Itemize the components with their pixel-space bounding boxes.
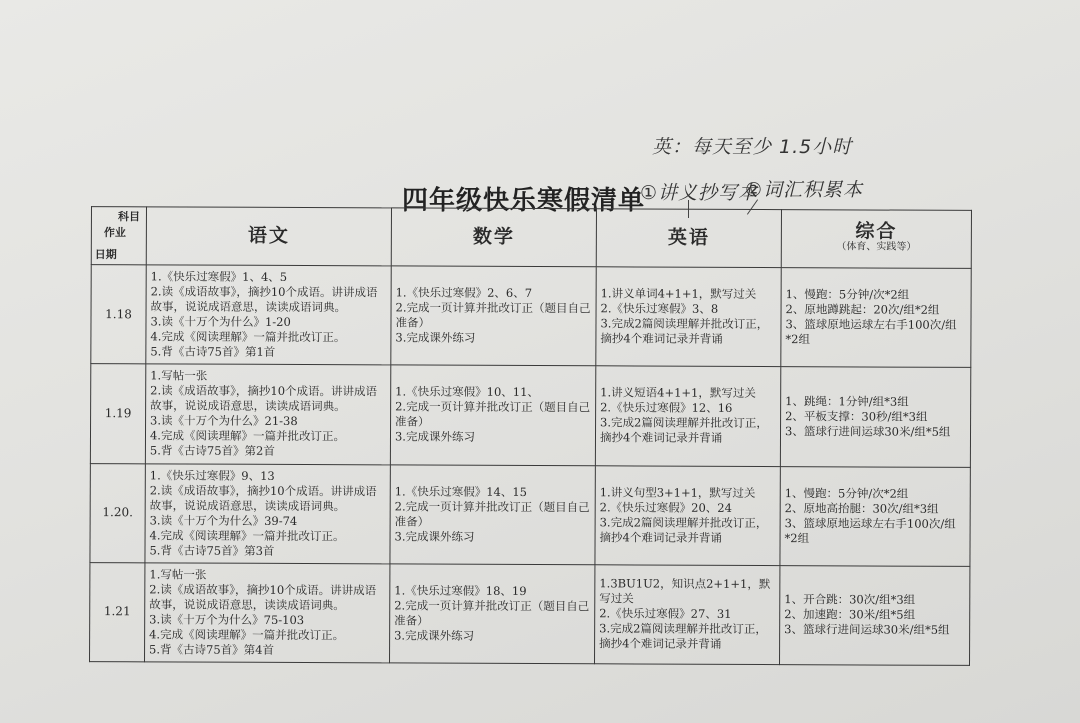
task-item: 1.讲义单词4+1+1，默写过关 — [600, 286, 757, 302]
task-item: 2.读《成语故事》，摘抄10个成语。讲讲成语故事，说说成语意思，读读成语词典。 — [150, 284, 378, 315]
header-english: 英语 — [596, 209, 781, 268]
page-title: 四年级快乐寒假清单 — [402, 186, 646, 216]
task-item: 1.《快乐过寒假》9、13 — [149, 467, 275, 483]
misc-tasks-cell — [781, 268, 971, 368]
chinese-tasks-cell — [145, 463, 390, 563]
task-item: 5.背《古诗75首》第2首 — [149, 443, 275, 459]
table-header-row — [91, 207, 971, 269]
task-item: 1、慢跑：5分钟/次*2组 — [785, 287, 910, 302]
english-tasks-cell — [595, 366, 780, 466]
header-misc-label: 综合 — [855, 219, 898, 243]
header-chinese: 语文 — [146, 207, 391, 266]
task-item: 2.完成一页计算并批改订正（题目自己准备） — [395, 300, 591, 330]
math-tasks-cell — [390, 464, 595, 564]
task-item: 4.完成《阅读理解》一篇并批改订正。 — [149, 627, 345, 643]
date-cell: 1.20. — [90, 463, 145, 562]
task-item: 3.完成课外练习 — [395, 330, 476, 345]
handwritten-note-vocabulary-book: ②词汇积累本 — [745, 179, 864, 201]
english-tasks-cell — [595, 465, 780, 565]
homework-plan-table — [89, 206, 972, 666]
task-item: 1、开合跳：30次/组*3组 — [784, 592, 916, 608]
task-item: 1、跳绳：1分钟/组*3组 — [785, 393, 909, 409]
misc-tasks-cell — [780, 466, 970, 566]
date-cell: 1.19 — [90, 364, 145, 463]
math-tasks-cell — [391, 266, 596, 366]
table-row — [90, 562, 970, 665]
english-tasks-cell — [596, 267, 781, 367]
date-cell: 1.18 — [91, 265, 146, 364]
task-item: 2、加速跑：30米/组*5组 — [784, 607, 916, 623]
task-item: 4.完成《阅读理解》一篇并批改订正。 — [150, 329, 346, 345]
task-item: 2.《快乐过寒假》3、8 — [600, 301, 719, 316]
handwritten-note-english-time: 英：每天至少 1.5小时 — [652, 136, 853, 158]
chinese-tasks-cell — [145, 364, 390, 464]
task-item: 4.完成《阅读理解》一篇并批改订正。 — [149, 527, 345, 543]
chinese-tasks-cell — [145, 563, 390, 663]
table-row — [91, 265, 971, 368]
table-row — [90, 364, 970, 467]
task-item: 3.完成2篇阅读理解并批改订正，摘抄4个难词记录并背诵 — [599, 514, 768, 545]
task-item: 3.完成课外练习 — [394, 429, 476, 445]
handwritten-note-handout-copybook: ①讲义抄写本 — [640, 182, 759, 204]
math-tasks-cell — [390, 564, 595, 664]
header-math: 数学 — [391, 208, 596, 267]
english-tasks-cell — [595, 565, 780, 665]
task-item: 2.完成一页计算并批改订正（题目自己准备） — [395, 399, 591, 429]
task-item: 2.《快乐过寒假》27、31 — [599, 606, 732, 622]
task-item: 1.写帖一张 — [150, 368, 208, 383]
task-item: 2.完成一页计算并批改订正（题目自己准备） — [394, 499, 590, 529]
task-item: 3.完成课外练习 — [394, 628, 475, 643]
task-item: 1.写帖一张 — [149, 567, 207, 582]
corner-label-date: 日期 — [94, 248, 117, 262]
chinese-tasks-cell — [146, 265, 391, 365]
task-item: 3.读《十万个为什么》21-38 — [150, 413, 298, 429]
task-item: 3.读《十万个为什么》75-103 — [149, 612, 305, 627]
corner-label-subject: 科目 — [117, 210, 140, 224]
task-item: 2.读《成语故事》，摘抄10个成语。讲讲成语故事，说说成语意思，读读成语词典。 — [149, 482, 377, 513]
task-item: 3、篮球原地运球左右手100次/组*2组 — [785, 317, 957, 347]
header-misc-sublabel: （体育、实践等） — [836, 240, 917, 253]
task-item: 2、原地高抬腿：30次/组*3组 — [784, 500, 939, 516]
task-item: 1.《快乐过寒假》10、11、 — [395, 384, 539, 400]
corner-label-homework: 作业 — [103, 226, 126, 240]
date-cell: 1.21 — [90, 562, 145, 661]
task-item: 1.讲义句型3+1+1，默写过关 — [599, 484, 756, 500]
task-item: 2.《快乐过寒假》12、16 — [600, 400, 733, 416]
task-item: 5.背《古诗75首》第4首 — [149, 642, 275, 657]
task-item: 3.完成2篇阅读理解并批改订正，摘抄4个难词记录并背诵 — [600, 316, 769, 346]
task-item: 3.读《十万个为什么》39-74 — [149, 512, 298, 528]
task-item: 2、平板支撑：30秒/组*3组 — [785, 408, 928, 424]
header-corner-cell — [91, 207, 146, 265]
task-item: 3.完成2篇阅读理解并批改订正，摘抄4个难词记录并背诵 — [599, 621, 767, 652]
misc-tasks-cell — [780, 565, 970, 665]
task-item: 2.《快乐过寒假》20、24 — [599, 499, 732, 515]
misc-tasks-cell — [780, 367, 970, 467]
header-misc — [781, 210, 971, 269]
task-item: 1.《快乐过寒假》18、19 — [394, 583, 527, 598]
math-tasks-cell — [390, 365, 595, 465]
table-row — [90, 463, 970, 566]
task-item: 5.背《古诗75首》第1首 — [150, 344, 276, 360]
task-item: 3.完成课外练习 — [394, 529, 475, 544]
task-item: 3.完成2篇阅读理解并批改订正，摘抄4个难词记录并背诵 — [599, 415, 768, 446]
task-item: 1.《快乐过寒假》2、6、7 — [395, 285, 533, 301]
task-item: 3、篮球原地运球左右手100次/组*2组 — [784, 515, 956, 545]
task-item: 2、原地蹲跳起：20次/组*2组 — [785, 302, 940, 317]
task-item: 5.背《古诗75首》第3首 — [149, 542, 275, 558]
task-item: 3、篮球行进间运球30米/组*5组 — [784, 622, 950, 638]
task-item: 2.读《成语故事》，摘抄10个成语。讲讲成语故事，说说成语意思，读读成语词典。 — [149, 582, 377, 613]
task-item: 2.读《成语故事》，摘抄10个成语。讲讲成语故事，说说成语意思，读读成语词典。 — [150, 383, 378, 414]
task-item: 4.完成《阅读理解》一篇并批改订正。 — [149, 428, 346, 444]
task-item: 1、慢跑：5分钟/次*2组 — [784, 485, 909, 501]
task-item: 3、篮球行进间运球30米/组*5组 — [784, 423, 951, 439]
task-item: 2.完成一页计算并批改订正（题目自己准备） — [394, 598, 590, 628]
task-item: 3.读《十万个为什么》1-20 — [150, 314, 291, 330]
task-item: 1.《快乐过寒假》14、15 — [394, 484, 528, 499]
task-item: 1.3BU1U2，知识点2+1+1，默写过关 — [599, 576, 771, 606]
task-item: 1.《快乐过寒假》1、4、5 — [150, 269, 288, 285]
task-item: 1.讲义短语4+1+1，默写过关 — [600, 385, 756, 401]
